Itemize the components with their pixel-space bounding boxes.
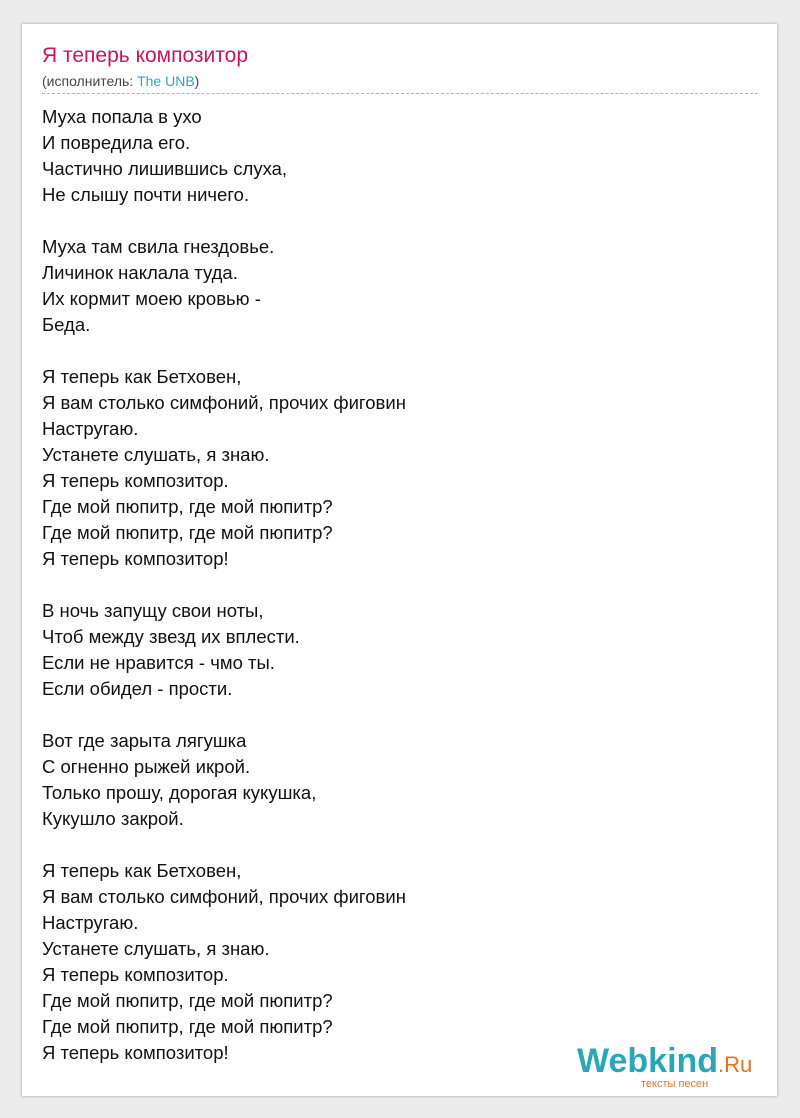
lyrics-body — [42, 104, 406, 1066]
logo-tld: .Ru — [718, 1052, 753, 1077]
lyric-line: Я теперь композитор! — [42, 548, 229, 569]
lyric-line: Не слышу почти ничего. — [42, 184, 250, 205]
song-title: Я теперь композитор — [42, 44, 249, 67]
lyric-line: Их кормит моею кровью - — [42, 288, 261, 309]
lyric-line: Где мой пюпитр, где мой пюпитр? — [42, 990, 333, 1011]
lyric-line: Я теперь как Бетховен, — [42, 860, 242, 881]
logo-tagline: тексты песен — [641, 1078, 709, 1090]
lyric-line: Только прошу, дорогая кукушка, — [42, 782, 317, 803]
lyrics-sheet — [22, 24, 777, 1096]
artist-suffix: ) — [194, 73, 200, 89]
lyric-line: Я вам столько симфоний, прочих фиговин — [42, 392, 406, 413]
lyric-line: И повредила его. — [42, 132, 191, 153]
lyric-line: Личинок наклала туда. — [42, 262, 238, 283]
stanza-gap — [42, 572, 406, 598]
divider — [42, 93, 758, 94]
logo-brand: Webkind — [577, 1042, 719, 1080]
lyric-line: Кукушло закрой. — [42, 808, 184, 829]
stanza-gap — [42, 338, 406, 364]
lyric-line: В ночь запущу свои ноты, — [42, 600, 264, 621]
lyric-line: С огненно рыжей икрой. — [42, 756, 251, 777]
lyric-line: Если не нравится - чмо ты. — [42, 652, 275, 673]
lyric-line: Я теперь композитор! — [42, 1042, 229, 1063]
lyric-line: Я вам столько симфоний, прочих фиговин — [42, 886, 406, 907]
lyric-line: Я теперь композитор. — [42, 470, 229, 491]
stanza-gap — [42, 702, 406, 728]
webkind-logo[interactable] — [571, 1042, 771, 1092]
lyric-line: Я теперь как Бетховен, — [42, 366, 242, 387]
artist-line — [42, 73, 199, 89]
lyric-line: Настругаю. — [42, 418, 139, 439]
lyric-line: Устанете слушать, я знаю. — [42, 938, 270, 959]
stanza-gap — [42, 832, 406, 858]
lyric-line: Муха там свила гнездовье. — [42, 236, 275, 257]
lyric-line: Если обидел - прости. — [42, 678, 233, 699]
lyric-line: Частично лишившись слуха, — [42, 158, 288, 179]
lyric-line: Настругаю. — [42, 912, 139, 933]
artist-prefix: (исполнитель: — [42, 73, 138, 89]
lyric-line: Муха попала в ухо — [42, 106, 202, 127]
lyric-line: Где мой пюпитр, где мой пюпитр? — [42, 1016, 333, 1037]
artist-link[interactable]: The UNB — [137, 73, 195, 89]
logo-wordmark — [577, 1042, 752, 1081]
lyric-line: Вот где зарыта лягушка — [42, 730, 247, 751]
stanza-gap — [42, 208, 406, 234]
lyric-line: Беда. — [42, 314, 91, 335]
lyric-line: Устанете слушать, я знаю. — [42, 444, 270, 465]
lyric-line: Где мой пюпитр, где мой пюпитр? — [42, 496, 333, 517]
lyric-line: Я теперь композитор. — [42, 964, 229, 985]
lyric-line: Где мой пюпитр, где мой пюпитр? — [42, 522, 333, 543]
lyric-line: Чтоб между звезд их вплести. — [42, 626, 300, 647]
